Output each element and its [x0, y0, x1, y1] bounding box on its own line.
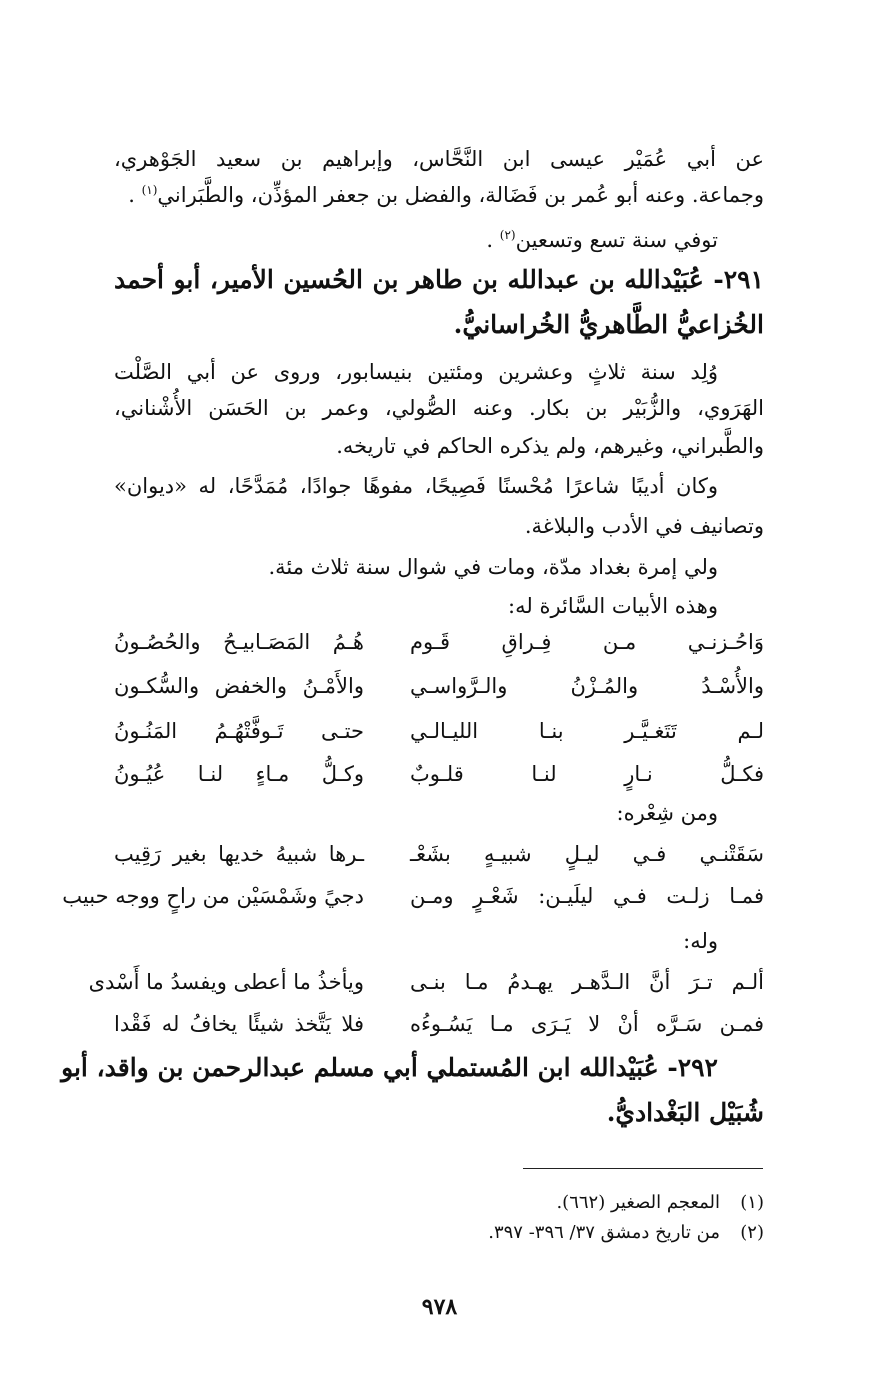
text-line: وهذه الأبيات السَّائرة له: — [508, 594, 718, 618]
entry-heading-291: ٢٩١- عُبَيْدالله بن عبدالله بن طاهر بن الحُسين الأمير، أبو أحمد — [114, 265, 764, 294]
footnote — [114, 1192, 764, 1213]
footnote-ref: (٢) — [499, 228, 516, 242]
poem-verse — [88, 966, 764, 1004]
verse-first-half: فمـا زلـت فـي ليلَيـن: شَعْـرٍ ومـن — [410, 884, 764, 908]
page-number: ٩٧٨ — [421, 1294, 458, 1320]
poem-verse — [114, 1008, 764, 1046]
verse-second-half: دجيً وشَمْسَيْن من راحٍ ووجه حبيب — [62, 884, 364, 908]
footnote-text: المعجم الصغير (٦٦٢). — [556, 1192, 720, 1213]
verse-first-half: وَاحُـزنـي مـن فِـراقِ قَـوم — [410, 630, 764, 654]
verse-first-half: فكـلُّ نـارٍ لنـا قلـوبٌ — [410, 762, 764, 786]
text-line: وله: — [683, 929, 718, 953]
text-line: ولي إمرة بغداد مدّة، ومات في شوال سنة ثلاث مئة. — [268, 555, 718, 579]
entry-heading-292: ٢٩٢- عُبَيْدالله ابن المُستملي أبي مسلم عبدالرحمن بن واقد، أبو — [61, 1053, 718, 1082]
footnote-number: (١) — [740, 1192, 764, 1213]
verse-second-half: وكـلُّ مـاءٍ لنـا عُيُـونُ — [114, 762, 364, 786]
verse-second-half: ـرها شبيهُ خديها بغير رَقِيب — [114, 842, 364, 866]
verse-second-half: فلا يَتَّخذ شيئًا يخافُ له فَقْدا — [114, 1012, 364, 1036]
text-line: الهَرَوي، والزُّبَيْر بن بكار. وعنه الصُّولي، وعمر بن الحَسَن الأُشْناني، — [114, 396, 764, 420]
poem-verse — [114, 626, 764, 664]
text-line: ومن شِعْره: — [616, 801, 718, 825]
text-line: وتصانيف في الأدب والبلاغة. — [524, 514, 764, 538]
entry-heading-291-cont: الخُزاعيُّ الطَّاهريُّ الخُراسانيُّ. — [453, 310, 764, 339]
footnote-number: (٢) — [740, 1222, 764, 1243]
verse-second-half: ويأخذُ ما أعطى ويفسدُ ما أَسْدى — [88, 970, 364, 994]
text-line: وكان أديبًا شاعرًا مُحْسنًا فَصِيحًا، مفوهًا جوادًا، مُمَدَّحًا، له «ديوان» — [114, 474, 718, 498]
footnote-ref: (١) — [141, 183, 158, 197]
text-line: وُلِد سنة ثلاثٍ وعشرين ومئتين بنيسابور، وروى عن أبي الصَّلْت — [114, 360, 718, 384]
verse-first-half: والأُسْـدُ والمُـزْنُ والـرَّواسـي — [410, 674, 764, 698]
poem-verse — [62, 880, 764, 918]
verse-second-half: والأَمْـنُ والخفض والسُّكـون — [114, 674, 364, 698]
poem-verse — [114, 670, 764, 708]
text-line: توفي سنة تسع وتسعين$^{(٢)}$ . — [486, 228, 718, 252]
text-line: وجماعة. وعنه أبو عُمر بن فَضَالة، والفضل بن جعفر المؤذِّن، والطَّبَراني$^{(١)}$ . — [128, 183, 764, 207]
footnote-text: من تاريخ دمشق ٣٧/ ٣٩٦- ٣٩٧. — [488, 1222, 720, 1243]
verse-first-half: لـم تَتَغـيَّـر بنـا الليـالـي — [410, 719, 764, 743]
verse-first-half: سَقَتْنـي فـي ليـلٍ شبيـهٍ بشَعْـ — [410, 842, 764, 866]
footnote-separator — [523, 1168, 763, 1169]
text-line: والطَّبراني، وغيرهم، ولم يذكره الحاكم في تاريخه. — [336, 434, 764, 458]
poem-verse — [114, 838, 764, 876]
verse-second-half: حتـى تَـوفَّتْهُـمُ المَنُـونُ — [114, 719, 364, 743]
poem-verse — [114, 758, 764, 796]
text-line: عن أبي عُمَيْر عيسى ابن النَّحَّاس، وإبراهيم بن سعيد الجَوْهري، — [114, 147, 764, 171]
verse-first-half: فمـن سَـرَّه أنْ لا يَـرَى مـا يَسُـوءُه — [410, 1012, 764, 1036]
verse-first-half: ألـم تـرَ أنَّ الـدَّهـر يهـدمُ مـا بنـى — [410, 970, 764, 994]
footnote — [114, 1222, 764, 1243]
verse-second-half: هُـمُ المَصَـابيـحُ والحُصُـونُ — [114, 630, 364, 654]
poem-verse — [114, 715, 764, 753]
entry-heading-292-cont: شُبَيْل البَغْداديُّ. — [606, 1098, 764, 1127]
